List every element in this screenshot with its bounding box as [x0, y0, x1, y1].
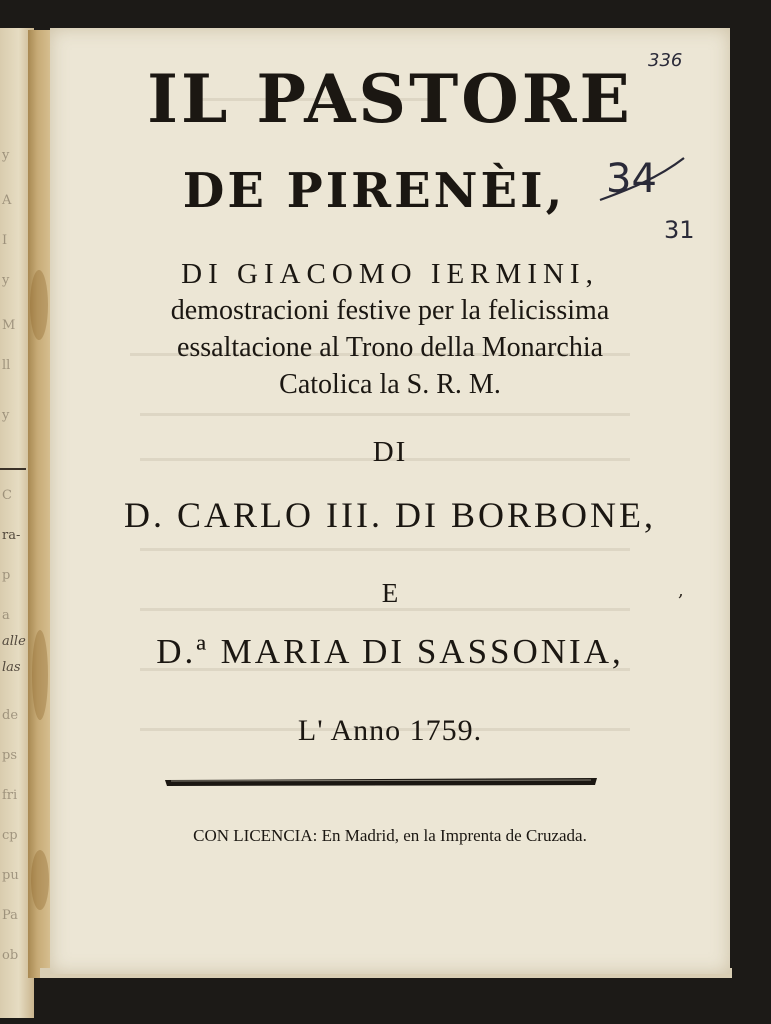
title-line-2: DE PIRENÈI,: [182, 163, 566, 219]
strike-through-mark: [598, 150, 698, 220]
queen-line: D.ª MARIA DI SASSONIA,: [156, 632, 624, 671]
conjunction-line: E: [381, 578, 399, 608]
left-page-rule: [0, 468, 26, 470]
title-line-1: IL PASTORE: [147, 60, 633, 138]
di-line: DI: [372, 436, 408, 468]
year-line: L' Anno 1759.: [297, 714, 483, 747]
decorative-rule: [165, 776, 597, 788]
king-line: D. CARLO III. DI BORBONE,: [124, 495, 656, 535]
margin-mark: ,: [678, 580, 684, 601]
left-page-fragment: y A I y M ll y C ra- p a alle las de ps fri cp pu Pa ob: [0, 28, 34, 1018]
handwritten-number-34: 34: [606, 156, 657, 202]
subtitle-line-2: essaltacione al Trono della Monarchia: [176, 332, 604, 363]
subtitle-line-3: Catolica la S. R. M.: [279, 369, 501, 400]
handwritten-number-31: 31: [664, 216, 695, 244]
author-line: DI GIACOMO IERMINI,: [181, 258, 599, 290]
handwritten-number-336: 336: [648, 50, 683, 71]
title-page: [50, 28, 730, 974]
handwritten-struck-number: [598, 150, 698, 220]
subtitle-line-1: demostracioni festive per la felicissima: [170, 295, 610, 326]
imprint-line: CON LICENCIA: En Madrid, en la Imprenta de Cruzada.: [193, 826, 587, 845]
